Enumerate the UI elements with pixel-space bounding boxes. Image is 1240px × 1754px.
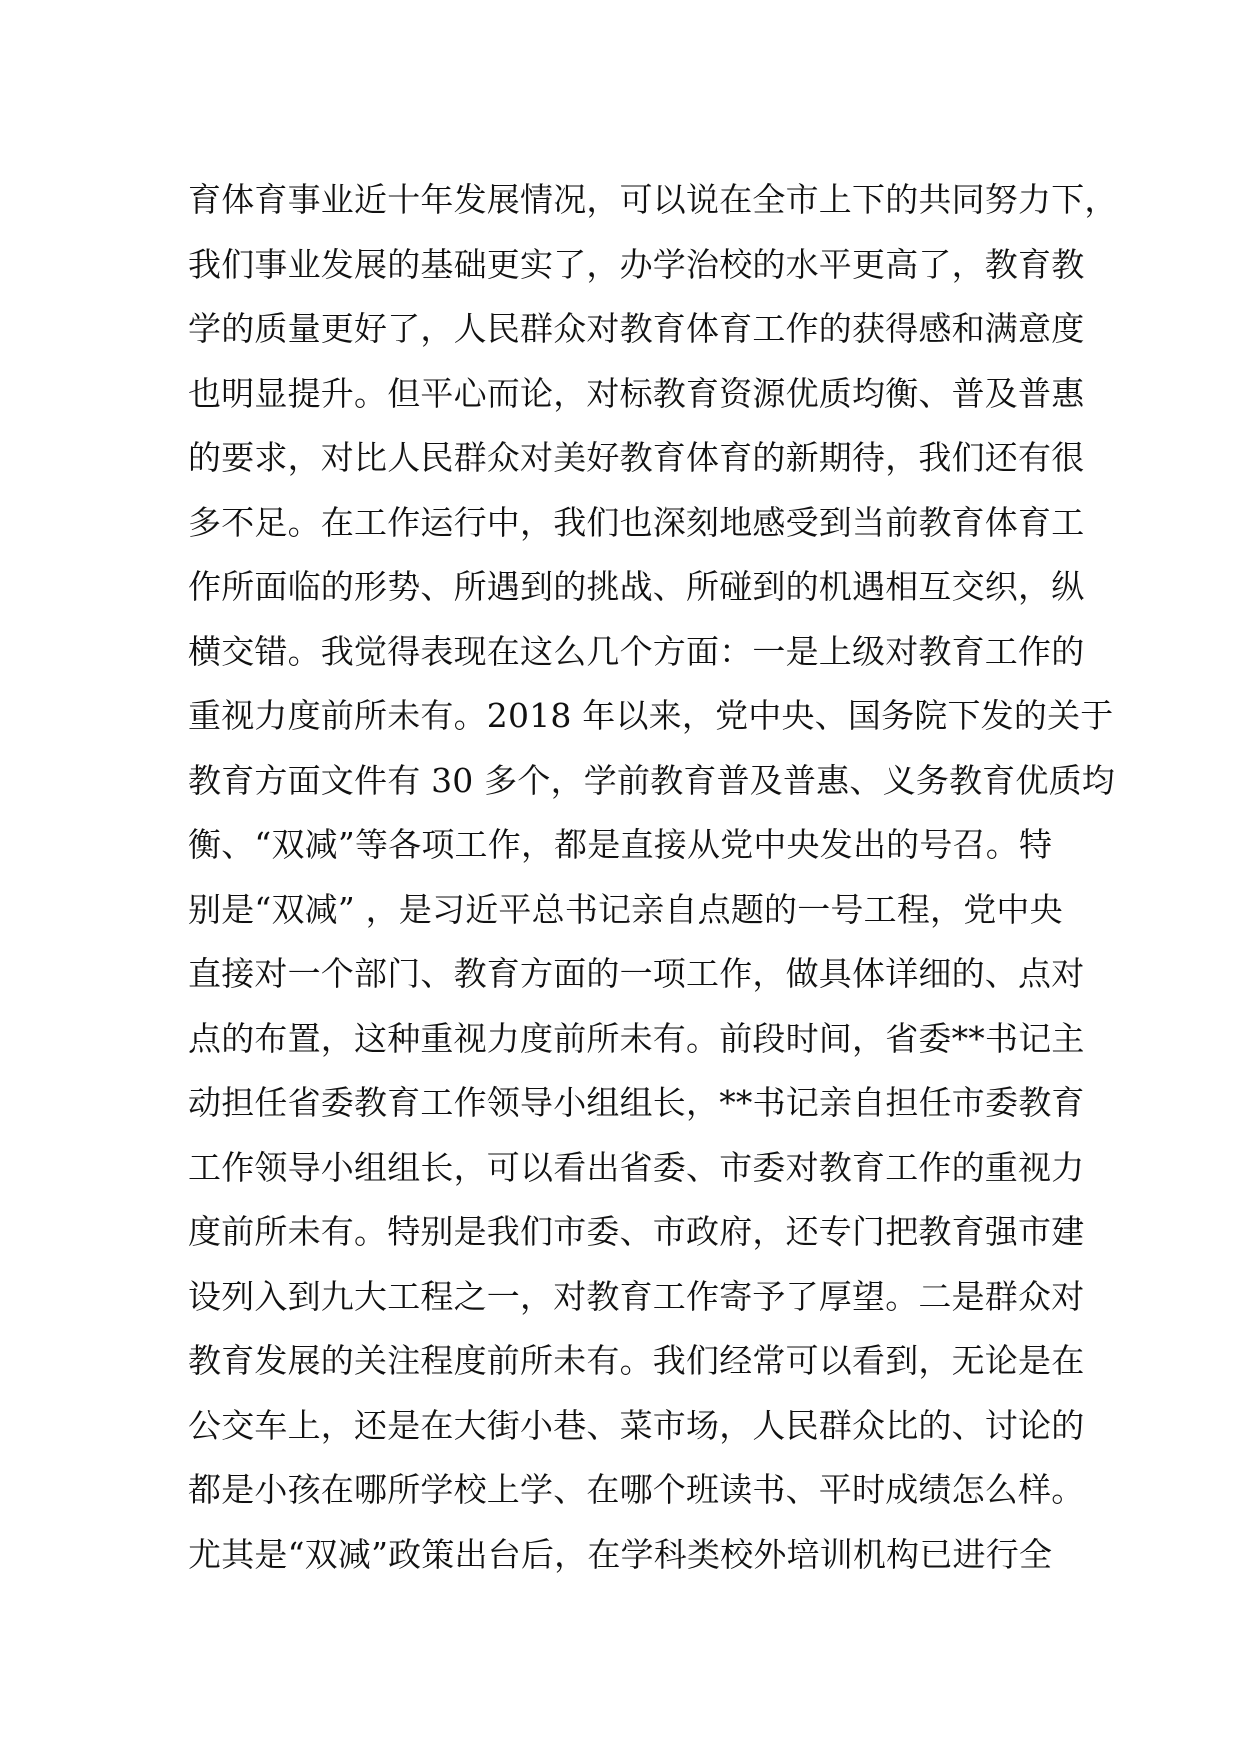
text-line: 学的质量更好了，人民群众对教育体育工作的获得感和满意度 bbox=[188, 309, 1085, 348]
text-line: 作所面临的形势、所遇到的挑战、所碰到的机遇相互交织，纵 bbox=[188, 567, 1085, 606]
text-line: 多不足。在工作运行中，我们也深刻地感受到当前教育体育工 bbox=[188, 502, 1085, 542]
text-line: 公交车上，还是在大街小巷、菜市场，人民群众比的、讨论的 bbox=[188, 1405, 1085, 1445]
text-line: 我们事业发展的基础更实了，办学治校的水平更高了，教育教 bbox=[188, 244, 1085, 284]
text-line: 度前所未有。特别是我们市委、市政府，还专门把教育强市建 bbox=[188, 1212, 1085, 1251]
text-line: 的要求，对比人民群众对美好教育体育的新期待，我们还有很 bbox=[188, 438, 1085, 477]
body-text bbox=[188, 168, 1118, 1587]
text-line: 设列入到九大工程之一，对教育工作寄予了厚望。二是群众对 bbox=[188, 1276, 1085, 1316]
text-line: 重视力度前所未有。2018 年以来，党中央、国务院下发的关于 bbox=[188, 696, 1114, 735]
text-line: 都是小孩在哪所学校上学、在哪个班读书、平时成绩怎么样。 bbox=[188, 1470, 1085, 1509]
text-line: 别是“双减” ，是习近平总书记亲自点题的一号工程，党中央 bbox=[188, 889, 1063, 929]
text-line: 横交错。我觉得表现在这么几个方面：一是上级对教育工作的 bbox=[188, 631, 1085, 671]
text-line: 动担任省委教育工作领导小组组长，**书记亲自担任市委教育 bbox=[188, 1083, 1085, 1122]
text-line: 工作领导小组组长，可以看出省委、市委对教育工作的重视力 bbox=[188, 1147, 1085, 1187]
text-line: 也明显提升。但平心而论，对标教育资源优质均衡、普及普惠 bbox=[188, 373, 1085, 413]
text-line: 衡、“双减”等各项工作，都是直接从党中央发出的号召。特 bbox=[188, 825, 1053, 864]
text-line: 点的布置，这种重视力度前所未有。前段时间，省委**书记主 bbox=[188, 1018, 1085, 1058]
text-line: 教育发展的关注程度前所未有。我们经常可以看到，无论是在 bbox=[188, 1341, 1085, 1380]
text-line: 育体育事业近十年发展情况，可以说在全市上下的共同努力下， bbox=[188, 180, 1118, 219]
text-line: 教育方面文件有 30 多个，学前教育普及普惠、义务教育优质均 bbox=[188, 760, 1115, 800]
text-line: 尤其是“双减”政策出台后，在学科类校外培训机构已进行全 bbox=[188, 1534, 1053, 1574]
text-line: 直接对一个部门、教育方面的一项工作，做具体详细的、点对 bbox=[188, 954, 1085, 993]
